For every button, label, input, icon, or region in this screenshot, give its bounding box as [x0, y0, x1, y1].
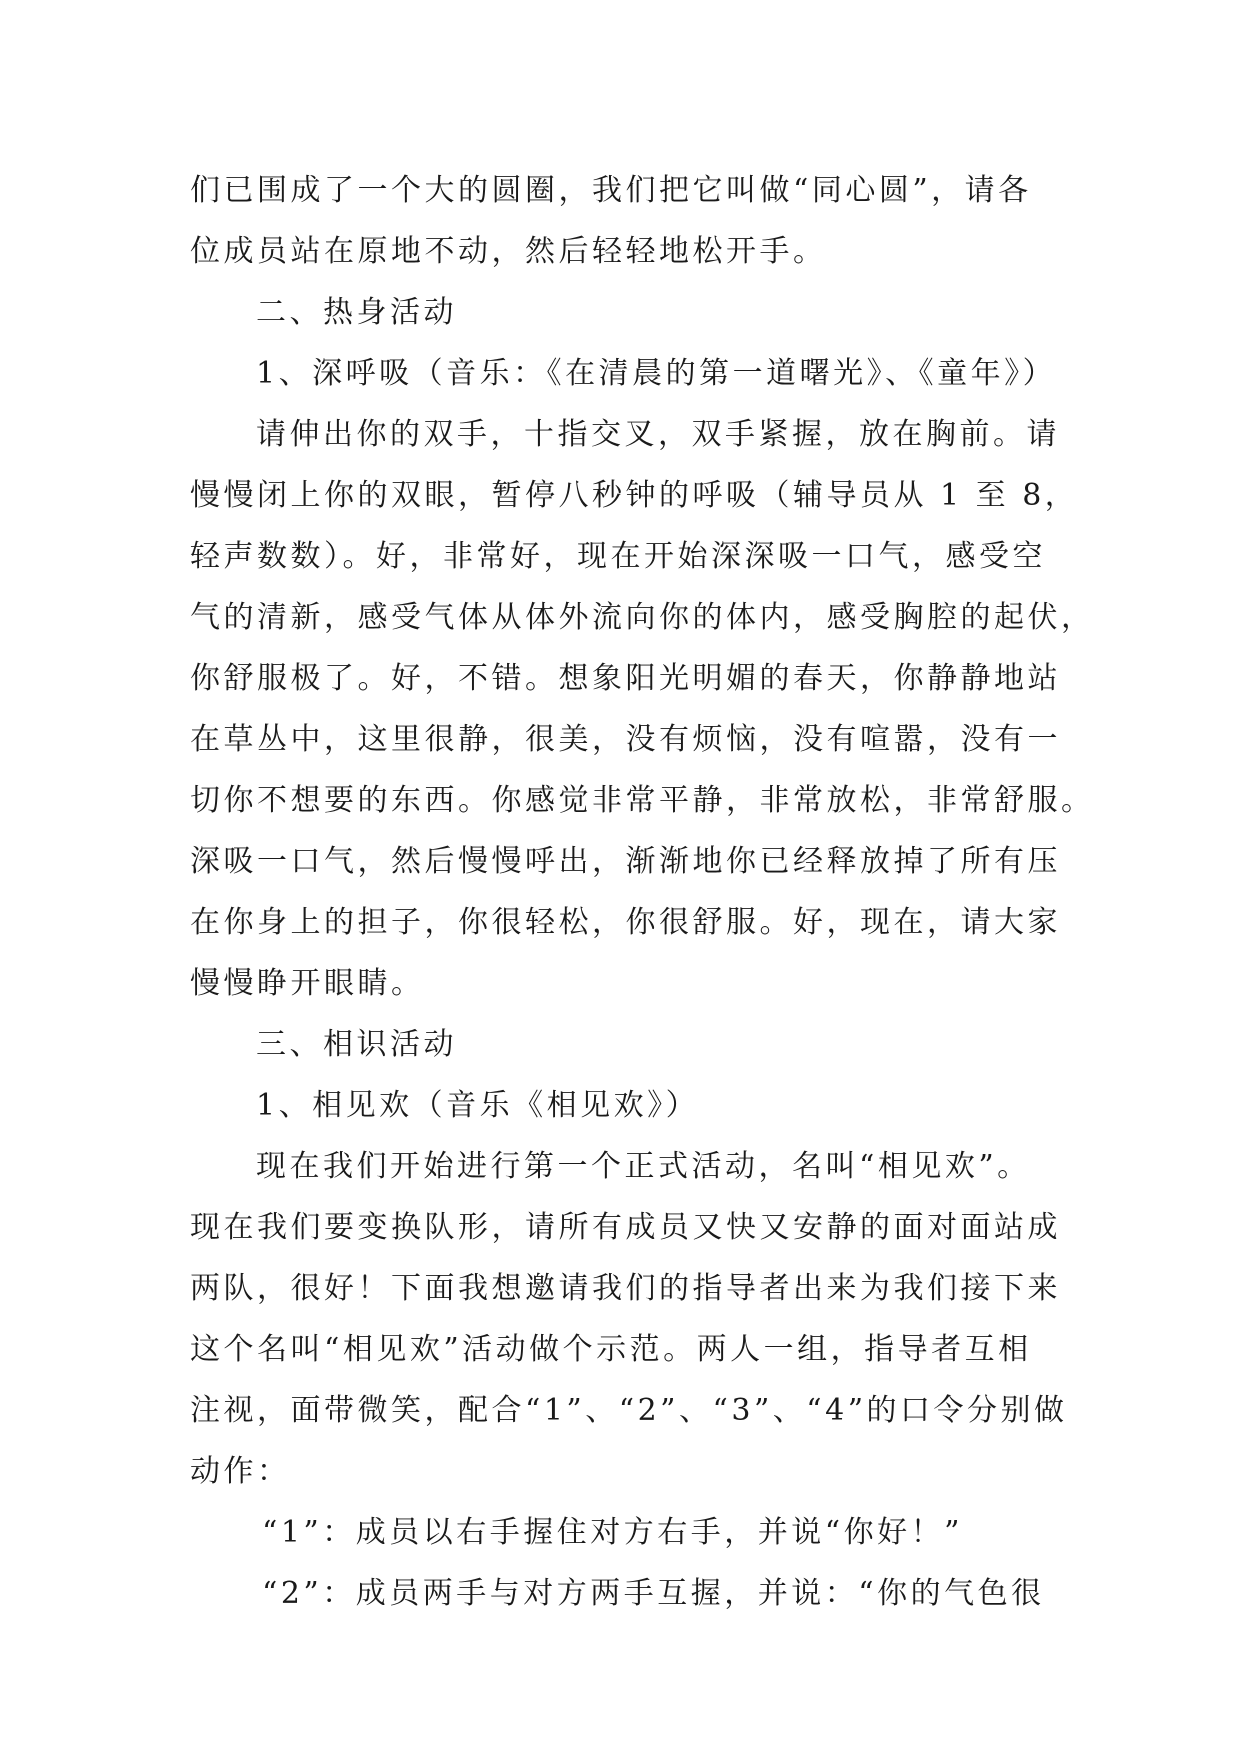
text-line: 这个名叫“相见欢”活动做个示范。两人一组，指导者互相	[190, 1332, 1032, 1367]
text-line: 注视，面带微笑，配合“1”、“2”、“3”、“4”的口令分别做	[190, 1393, 1068, 1428]
section-heading: 二、热身活动	[256, 295, 457, 330]
text-line: 现在我们要变换队形，请所有成员又快又安静的面对面站成	[190, 1210, 1061, 1245]
text-line: 位成员站在原地不动，然后轻轻地松开手。	[190, 234, 827, 269]
text-line: 你舒服极了。好，不错。想象阳光明媚的春天，你静静地站	[190, 661, 1061, 696]
text-line: 在你身上的担子，你很轻松，你很舒服。好，现在，请大家	[190, 905, 1061, 940]
text-line: 切你不想要的东西。你感觉非常平静，非常放松，非常舒服。	[190, 783, 1095, 818]
subsection-heading: 1、深呼吸（音乐：《在清晨的第一道曙光》、《童年》）	[256, 356, 1057, 391]
text-line: 两队，很好！下面我想邀请我们的指导者出来为我们接下来	[190, 1271, 1061, 1306]
section-heading: 三、相识活动	[256, 1027, 457, 1062]
text-line: 慢慢闭上你的双眼，暂停八秒钟的呼吸（辅导员从 1 至 8，	[190, 478, 1079, 513]
text-line: 深吸一口气，然后慢慢呼出，渐渐地你已经释放掉了所有压	[190, 844, 1061, 879]
text-line: 气的清新，感受气体从体外流向你的体内，感受胸腔的起伏，	[190, 600, 1095, 635]
text-line: 动作：	[190, 1454, 291, 1489]
text-line: 们已围成了一个大的圆圈，我们把它叫做“同心圆”，请各	[190, 173, 1032, 208]
text-line: 轻声数数）。好，非常好，现在开始深深吸一口气，感受空	[190, 539, 1046, 574]
subsection-heading: 1、相见欢（音乐《相见欢》）	[256, 1088, 700, 1123]
paragraph-first-line: 现在我们开始进行第一个正式活动，名叫“相见欢”。	[256, 1149, 1031, 1184]
text-line: 慢慢睁开眼睛。	[190, 966, 425, 1001]
paragraph-first-line: 请伸出你的双手，十指交叉，双手紧握，放在胸前。请	[256, 417, 1060, 452]
document-body	[190, 160, 1095, 1624]
text-line: 在草丛中，这里很静，很美，没有烦恼，没有喧嚣，没有一	[190, 722, 1061, 757]
instruction-line: “1”：成员以右手握住对方右手，并说“你好！”	[262, 1515, 963, 1550]
instruction-line: “2”：成员两手与对方两手互握，并说：“你的气色很	[262, 1576, 1045, 1611]
